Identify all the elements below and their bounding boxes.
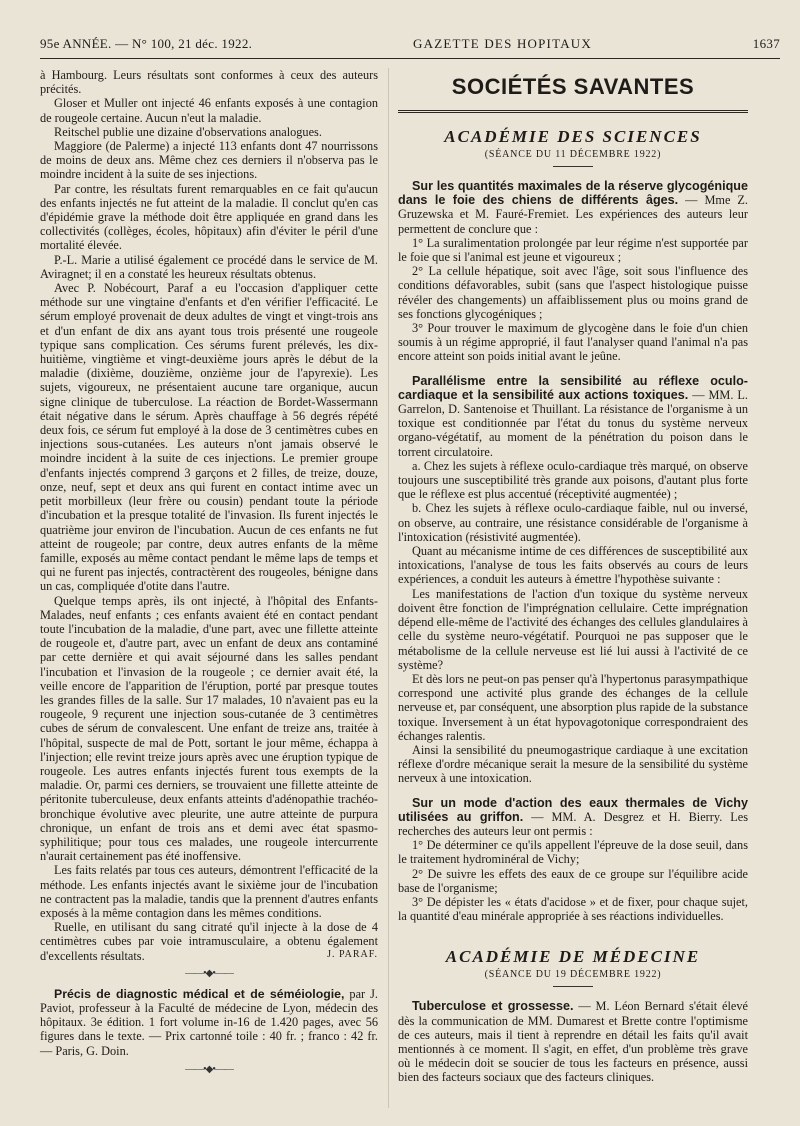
- paragraph: 1° De déterminer ce qu'ils appellent l'épreuve de la dose seuil, dans le traitement hydrominéral de Vichy;: [398, 838, 748, 867]
- journal-title: GAZETTE DES HOPITAUX: [413, 36, 592, 51]
- article-lead: Sur les quantités maximales de la réserve glycogénique dans le foie des chiens de différents âges.: [398, 179, 748, 208]
- paragraph: 3° Pour trouver le maximum de glycogène dans le foie d'un chien soumis à un régime approprié, il faut l'analyser quand l'animal n'a pas encore atteint son poids initial avant le jeûne.: [398, 321, 748, 364]
- header-rule: [40, 58, 780, 59]
- paragraph: Les manifestations de l'action d'un toxique du système nerveux doivent être fonction de l'imprégnation cellulaire. Cette imprégnation dépend elle-même de l'activité des échanges des cellules glandulaires à celle du système neuro-végétatif. Pourquoi ne pas supposer que le métabolisme de la cellule nerveuse est lié lui aussi à l'activité de ce système?: [398, 586, 748, 672]
- paragraph: b. Chez les sujets à réflexe oculo-cardiaque faible, nul ou inversé, on observe, au contraire, une résistance considérable de l'organisme à l'intoxication (résistivité augmentée).: [398, 501, 748, 544]
- paragraph: Reitschel publie une dizaine d'observations analogues.: [54, 124, 322, 139]
- article-text: — MM. L. Garrelon, D. Santenoise et Thuillant. La résistance de l'organisme à un toxique est conditionnée par l'état du tonus du système nerveux organo-végétatif, au moment de la pénétration du poison dans le torrent circulatoire.: [398, 387, 748, 459]
- short-rule: [553, 166, 593, 167]
- issue-info: 95e ANNÉE. — N° 100, 21 déc. 1922.: [40, 36, 253, 51]
- book-title: Précis de diagnostic médical et de séméiologie,: [54, 986, 345, 1001]
- paragraph: 3° De dépister les « états d'acidose » et de fixer, pour chaque sujet, la quantité d'eau minérale appropriée à ses réactions individuelles.: [398, 894, 748, 924]
- ornament-divider: ——•◆•——: [185, 1063, 233, 1075]
- paragraph: Quant au mécanisme intime de ces différences de susceptibilité aux intoxications, l'analyse de tous les faits observés au cours de leurs expériences, a conduit les auteurs à émettre l'hypothèse suivante :: [398, 544, 748, 587]
- section-rule: [398, 110, 748, 113]
- article-lead: Parallélisme entre la sensibilité au réflexe oculo-cardiaque et la sensibilité aux actions toxiques.: [398, 373, 748, 402]
- paragraph: Quelque temps après, ils ont injecté, à l'hôpital des Enfants-Malades, neuf enfants ; ces enfants avaient été en contact pendant toute l'incubation de la maladie, d'une part, avec une fillette atteinte de rougeole et, d'autre part, avec un enfant de deux ans contaminé par cette dernière et qui avait séjourné dans les salles pendant l'incubation et l'invasion de la rougeole ; ce dernier avait été, la veille encore de l'apparition de l'éruption, porté par presque toutes les grandes filles de la salle. Sur 17 malades, 10 n'avaient pas eu la rougeole, 9 reçurent une injection sous-cutanée de 3 centimètres cubes de sérum de convalescent. Une enfant de treize ans, traitée à l'hôpital, suspecte de mal de Pott, sortant le jour même, échappa à l'injection; elle revint treize jours après avec une éruption typique de rougeole. Les autres enfants injectés furent tous exempts de la maladie. Or, parmi ces derniers, se trouvaient une fillette atteinte de péritonite tuberculeuse, deux enfants atteints d'adénopathie trachéo-bronchique évolutive avec pleurite, une autre atteinte de purpura chronique, un enfant de trois ans et demi avec état spasmo-syphilitique; pour tous ces malades, une rougeole intercurrente n'aurait certainement pas été inoffensive.: [40, 593, 378, 864]
- short-rule: [553, 986, 593, 987]
- paragraph: Par contre, les résultats furent remarquables en ce fait qu'aucun des enfants injectés ne fut atteint de la maladie. Il conclut qu'en cas d'épidémie grave la méthode doit être appliquée en grand dans les collectivités (collèges, écoles, hôpitaux) afin d'éviter le péril d'une mortalité élevée.: [40, 181, 378, 253]
- academy-heading: ACADÉMIE DE MÉDECINE: [445, 947, 701, 967]
- paragraph: Ainsi la sensibilité du pneumogastrique cardiaque à une excitation réflexe d'ordre mécanique serait la mesure de la sensibilité du système nerveux à une intoxication.: [398, 742, 748, 786]
- author-signature: J. PARAF.: [327, 948, 378, 960]
- paragraph: P.-L. Marie a utilisé également ce procédé dans le service de M. Aviragnet; il en a constaté les heureux résultats obtenus.: [40, 252, 378, 281]
- left-column: [40, 68, 378, 1081]
- page-number: 1637: [752, 36, 780, 51]
- session-date: (SÉANCE DU 19 DÉCEMBRE 1922): [484, 969, 662, 981]
- article-text: — MM. A. Desgrez et H. Bierry. Les recherches des auteurs leur ont permis :: [398, 809, 748, 838]
- paragraph: Et dès lors ne peut-on pas penser qu'à l'hypertonus parasympathique correspond une activité plus grande des échanges de la cellule nerveuse et, par conséquent, une absorption plus rapide de la substance toxique. Inversement à un état hypovagotonique correspondraient des échanges ralentis.: [398, 671, 748, 743]
- paragraph: Ruelle, en utilisant du sang citraté qu'il injecte à la dose de 4 centimètres cubes par voie intramusculaire, a obtenu également d'excellents résultats.: [40, 920, 378, 963]
- article-text: — Mme Z. Gruzewska et M. Fauré-Fremiet. Les expériences des auteurs leur permettent de conclure que :: [398, 193, 749, 236]
- book-details: par J. Paviot, professeur à la Faculté de médecine de Lyon, médecin des hôpitaux. 3e édition. 1 fort volume in-16 de 1.420 pages, avec 56 figures dans le texte. — Prix cartonné toile : 40 fr. ; franco : 42 fr. — Paris, G. Doin.: [40, 986, 378, 1058]
- paragraph: 1° La suralimentation prolongée par leur régime n'est supportée par le foie que si l'animal est jeune et vigoureux ;: [398, 235, 748, 265]
- session-date: (SÉANCE DU 11 DÉCEMBRE 1922): [484, 149, 662, 160]
- academy-heading: ACADÉMIE DES SCIENCES: [444, 127, 702, 146]
- paragraph: 2° La cellule hépatique, soit avec l'âge, soit sous l'influence des conditions défavorables, subit (sans que l'aspect histologique puisse révéler des changements) un affaiblissement plus ou moins grand de ses fonctions glycogéniques ;: [398, 264, 748, 321]
- ornament-divider: ——•◆•——: [185, 967, 233, 979]
- section-title: SOCIÉTÉS SAVANTES: [451, 74, 695, 99]
- article-lead: Tuberculose et grossesse.: [412, 999, 574, 1014]
- right-column: [398, 66, 748, 1085]
- book-notice: [40, 987, 378, 1058]
- paragraph: Maggiore (de Palerme) a injecté 113 enfants dont 47 nourrissons de moins de deux ans. Même chez ces derniers il n'observa pas le moindre incident à la suite de ses injections.: [40, 139, 378, 182]
- paragraph: a. Chez les sujets à réflexe oculo-cardiaque très marqué, on observe toujours une susceptibilité très grande aux poisons, d'autant plus forte que le réflexe est plus accentué (réceptivité augmentée) ;: [398, 458, 748, 502]
- paragraph: Les faits relatés par tous ces auteurs, démontrent l'efficacité de la méthode. Les enfants injectés avant le sixième jour de l'incubation ne contractent pas la maladie, tandis que la prennent d'autres enfants exposés à la même contagion dans les mêmes conditions.: [40, 863, 378, 920]
- article-lead: Sur un mode d'action des eaux thermales de Vichy utilisées au griffon.: [398, 795, 748, 824]
- paragraph: Gloser et Muller ont injecté 46 enfants exposés à une contagion de rougeole certaine. Aucun n'eut la maladie.: [40, 96, 378, 125]
- column-divider: [388, 68, 389, 1108]
- paragraph: à Hambourg. Leurs résultats sont conformes à ceux des auteurs précités.: [40, 68, 378, 97]
- page-header: [40, 30, 780, 52]
- paragraph: Avec P. Nobécourt, Paraf a eu l'occasion d'appliquer cette méthode sur une vingtaine d'enfants et d'en vérifier l'efficacité. Le sérum employé provenait de deux adultes de vingt et vingt-trois ans et d'un enfant de dix ans ayant tous trois présenté une rougeole typique sans complication. Ces sérums furent prélevés, les dix-huitième, vingtième et vingt-deuxième jours après le début de la maladie (dixième, douzième, onzième jour de l'apyrexie). Les sujets, vigoureux, ne présentaient aucune tare organique, aucun signe clinique de tuberculose. La réaction de Bordet-Wassermann était négative dans le sérum. Après chauffage à 56 degrés répété deux fois, ce sérum fut employé à la dose de 3 centimètres cubes en injections sous-cutanées. Les auteurs n'ont jamais observé le moindre incident à la suite de ces injections. Le premier groupe d'enfants injectés comprend 3 garçons et 2 filles, de treize, douze, onze, neuf, sept et deux ans qui furent en contact intime avec un petit morbilleux (leur frère ou cousin) pendant toute la période d'incubation et la presque totalité de l'invasion. Ils furent injectés le quatrième jour environ de l'incubation. Aucun de ces enfants ne fut atteint de rougeole; par contre, deux autres enfants de la même famille, exposés au même contact pendant le même laps de temps et qui ne furent pas injectés, contractèrent des rougeoles, bénigne dans un cas, compliquée d'otite dans l'autre.: [40, 281, 378, 594]
- paragraph: 2° De suivre les effets des eaux de ce groupe sur l'équilibre acide base de l'organisme;: [398, 866, 748, 895]
- article-text: — M. Léon Bernard s'était élevé dès la communication de MM. Dumarest et Brette contre l'optimisme de ces auteurs, mais il tient à reprendre en détail les faits qu'il avait mentionnés à ce moment. Il s'agit, en effet, d'un problème très grave où le médecin doit se soucier de tous les facteurs en présence, aussi bien des facteurs sociaux que des facteurs cliniques.: [398, 999, 748, 1085]
